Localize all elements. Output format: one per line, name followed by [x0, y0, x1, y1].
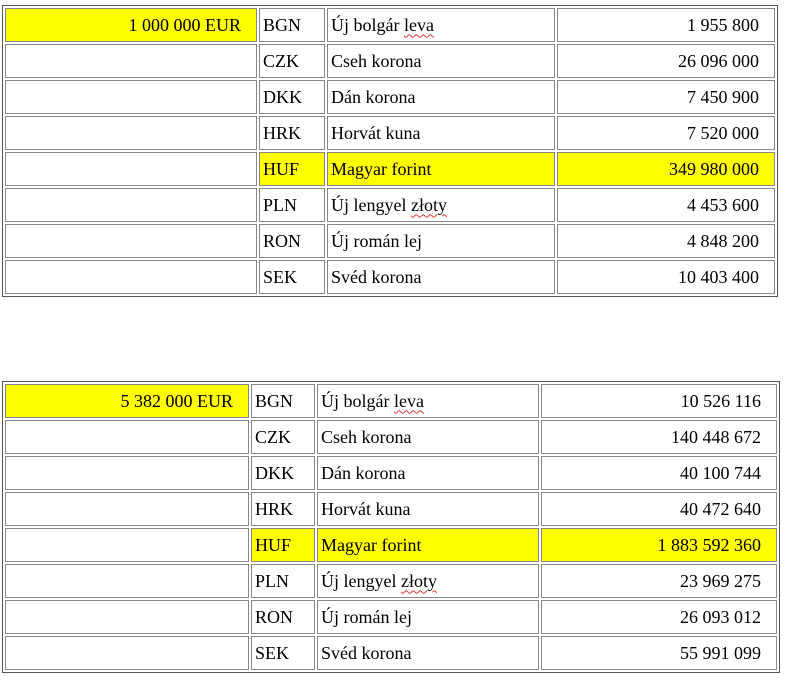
empty-cell [5, 456, 249, 490]
spellcheck-underline: leva [393, 390, 424, 411]
table-row [5, 116, 775, 150]
currency-code-cell: PLN [251, 564, 315, 598]
converted-value-cell: 23 969 275 [541, 564, 777, 598]
converted-value-cell: 26 096 000 [557, 44, 775, 78]
currency-code-cell: HRK [251, 492, 315, 526]
currency-name-cell: Cseh korona [317, 420, 539, 454]
table-row [5, 600, 777, 634]
empty-cell [5, 152, 257, 186]
currency-name-cell: Dán korona [317, 456, 539, 490]
spellcheck-underline: złoty [410, 194, 447, 215]
currency-name-cell: Svéd korona [317, 636, 539, 670]
table-row [5, 564, 777, 598]
currency-code-cell: RON [259, 224, 325, 258]
currency-code-cell: BGN [251, 384, 315, 418]
converted-value-cell: 1 955 800 [557, 8, 775, 42]
amount-cell: 5 382 000 EUR [5, 384, 249, 418]
table-row [5, 384, 777, 418]
empty-cell [5, 188, 257, 222]
currency-name-cell: Dán korona [327, 80, 555, 114]
currency-name-cell: Svéd korona [327, 260, 555, 294]
table-row [5, 420, 777, 454]
empty-cell [5, 44, 257, 78]
currency-name-cell: Új lengyel złoty [327, 188, 555, 222]
table-row [5, 224, 775, 258]
empty-cell [5, 260, 257, 294]
currency-name-cell: Horvát kuna [317, 492, 539, 526]
currency-code-cell: SEK [259, 260, 325, 294]
converted-value-cell: 40 100 744 [541, 456, 777, 490]
converted-value-cell: 140 448 672 [541, 420, 777, 454]
converted-value-cell: 26 093 012 [541, 600, 777, 634]
currency-code-cell: RON [251, 600, 315, 634]
converted-value-cell: 7 520 000 [557, 116, 775, 150]
empty-cell [5, 600, 249, 634]
converted-value-cell: 4 848 200 [557, 224, 775, 258]
empty-cell [5, 492, 249, 526]
currency-code-cell: HUF [259, 152, 325, 186]
currency-code-cell: BGN [259, 8, 325, 42]
empty-cell [5, 528, 249, 562]
empty-cell [5, 636, 249, 670]
converted-value-cell: 55 991 099 [541, 636, 777, 670]
empty-cell [5, 224, 257, 258]
table-row [5, 260, 775, 294]
empty-cell [5, 420, 249, 454]
currency-name-cell: Cseh korona [327, 44, 555, 78]
currency-name-cell: Új lengyel złoty [317, 564, 539, 598]
converted-value-cell: 10 526 116 [541, 384, 777, 418]
currency-code-cell: SEK [251, 636, 315, 670]
conversion-table-1 [2, 5, 778, 297]
empty-cell [5, 564, 249, 598]
table-row [5, 188, 775, 222]
currency-name-cell: Magyar forint [317, 528, 539, 562]
currency-name-cell: Új bolgár leva [327, 8, 555, 42]
empty-cell [5, 116, 257, 150]
table-row [5, 44, 775, 78]
converted-value-cell: 4 453 600 [557, 188, 775, 222]
currency-name-cell: Új román lej [327, 224, 555, 258]
currency-name-cell: Új bolgár leva [317, 384, 539, 418]
table-row [5, 492, 777, 526]
currency-name-cell: Magyar forint [327, 152, 555, 186]
currency-code-cell: CZK [259, 44, 325, 78]
currency-code-cell: DKK [251, 456, 315, 490]
currency-code-cell: HRK [259, 116, 325, 150]
converted-value-cell: 1 883 592 360 [541, 528, 777, 562]
table-row-highlighted [5, 528, 777, 562]
table-row-highlighted [5, 152, 775, 186]
converted-value-cell: 40 472 640 [541, 492, 777, 526]
amount-cell: 1 000 000 EUR [5, 8, 257, 42]
converted-value-cell: 10 403 400 [557, 260, 775, 294]
table-row [5, 8, 775, 42]
spellcheck-underline: złoty [400, 570, 437, 591]
table-row [5, 456, 777, 490]
conversion-table-2 [2, 381, 780, 673]
table-row [5, 636, 777, 670]
empty-cell [5, 80, 257, 114]
currency-code-cell: DKK [259, 80, 325, 114]
currency-code-cell: HUF [251, 528, 315, 562]
spellcheck-underline: leva [403, 14, 434, 35]
currency-code-cell: CZK [251, 420, 315, 454]
converted-value-cell: 7 450 900 [557, 80, 775, 114]
table-row [5, 80, 775, 114]
currency-code-cell: PLN [259, 188, 325, 222]
currency-name-cell: Horvát kuna [327, 116, 555, 150]
currency-name-cell: Új román lej [317, 600, 539, 634]
converted-value-cell: 349 980 000 [557, 152, 775, 186]
